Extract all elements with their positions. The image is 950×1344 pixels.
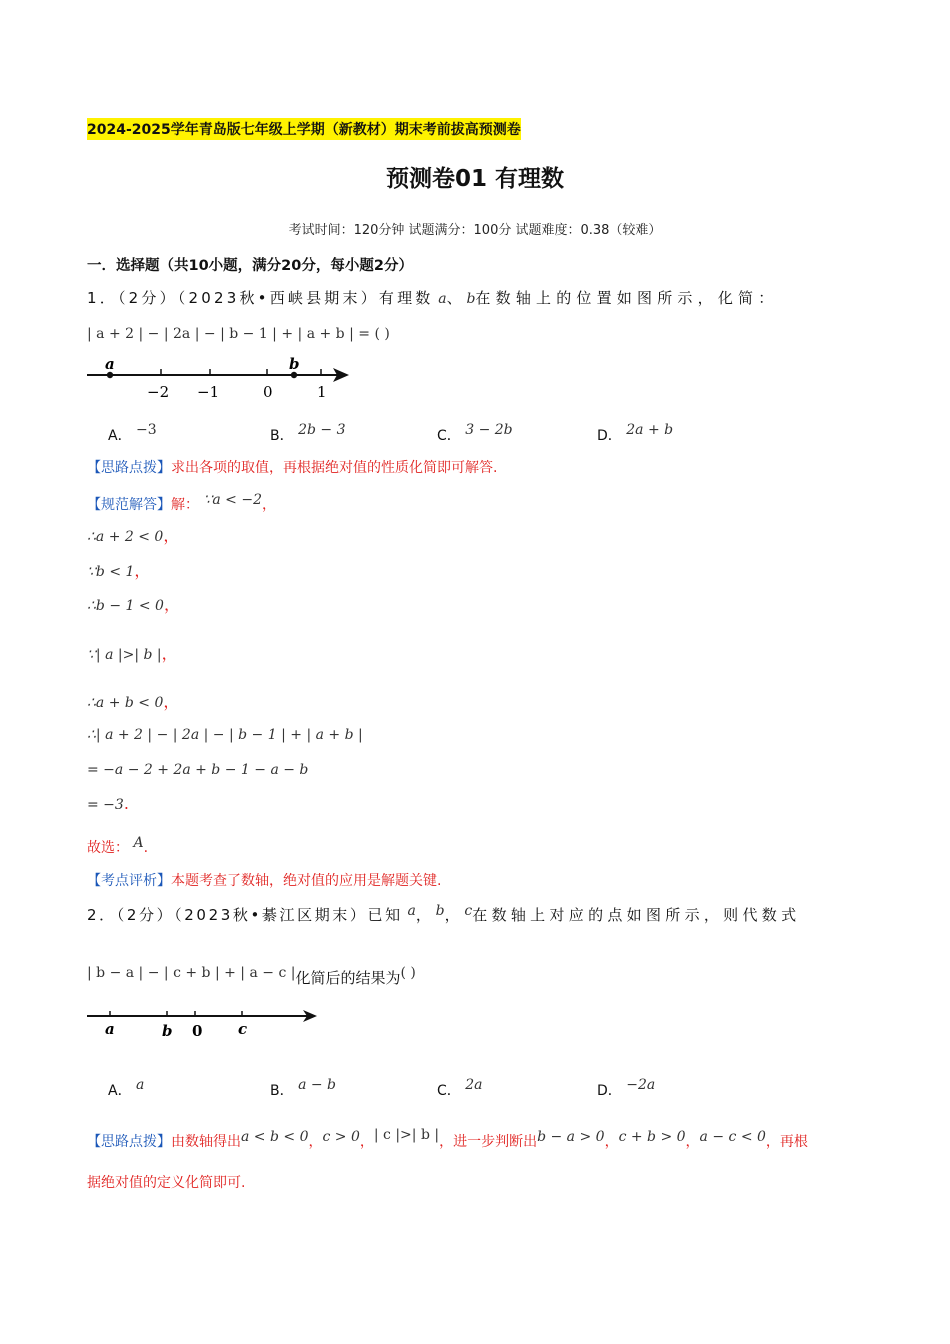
sep: ，: [685, 1134, 700, 1150]
solution-step-row: [87, 689, 179, 712]
q1-option-a[interactable]: [108, 422, 157, 445]
q2-option-d[interactable]: [597, 1077, 655, 1100]
solution-step: = −3: [87, 797, 124, 813]
var-b: b: [435, 903, 445, 919]
question-1-text-2: 在数轴上的位置如图所示，化简：: [475, 289, 779, 307]
sep: ，: [604, 1134, 619, 1150]
hint-text: ，进一步判断出: [439, 1134, 538, 1150]
hint-text: 由数轴得出: [171, 1134, 241, 1150]
hint-text: ，再根: [765, 1134, 808, 1150]
option-label: D．: [597, 428, 622, 444]
option-value: −2a: [626, 1077, 656, 1093]
q1-answer: [87, 835, 148, 857]
hint-math: | c |>| b |: [373, 1127, 440, 1143]
label-a: a: [105, 1020, 115, 1038]
q2-option-b[interactable]: [270, 1077, 336, 1100]
step-punct: ，: [163, 595, 180, 614]
expression-tail: 化简后的结果为: [295, 969, 401, 987]
q2-hint-continued: 据绝对值的定义化简即可.: [87, 1175, 246, 1191]
option-label: A．: [108, 428, 132, 444]
label-a: a: [105, 355, 115, 373]
question-2-expression: [87, 965, 416, 988]
sep: ，: [359, 1134, 374, 1150]
var-a: a: [438, 291, 447, 307]
question-2-stem: [87, 903, 800, 925]
review-text: 本题考查了数轴，绝对值的应用是解题关键.: [171, 873, 442, 889]
question-1-expression: | a + 2 | − | 2a | − | b − 1 | + | a + b | = ( ): [87, 326, 390, 342]
step-punct: ，: [161, 644, 178, 663]
sep: ，: [415, 906, 431, 924]
solution-step-row: [87, 724, 363, 743]
hint-math: c + b > 0: [618, 1129, 686, 1145]
solution-step-row: [87, 794, 129, 813]
tick-label-1: 1: [317, 383, 327, 401]
var-b: b: [466, 291, 476, 307]
option-value: 2b − 3: [298, 422, 346, 438]
step-punct: ，: [261, 497, 276, 513]
section-heading: 一．选择题（共10小题，满分20分，每小题2分）: [87, 258, 413, 274]
answer-end: .: [143, 840, 149, 856]
option-value: 2a + b: [626, 422, 674, 438]
exam-info: 考试时间：120分钟 试题满分：100分 试题难度：0.38（较难）: [288, 223, 662, 238]
sep: ，: [444, 906, 460, 924]
answer-paren: ( ): [400, 965, 416, 981]
label-zero: 0: [192, 1022, 203, 1039]
solution-intro: 解：: [171, 497, 199, 513]
question-2-text-2: 在数轴上对应的点如图所示，则代数式: [472, 906, 801, 924]
number-line-2: [85, 1003, 325, 1039]
hint-math: a < b < 0: [241, 1129, 309, 1145]
option-value: a: [136, 1077, 145, 1093]
label-b: b: [289, 355, 300, 373]
solution-step: ∴a + 2 < 0: [87, 529, 164, 545]
solution-tag: 【规范解答】: [87, 497, 171, 513]
review-tag: 【考点评析】: [87, 873, 171, 889]
sep: ，: [308, 1134, 323, 1150]
tick-label-minus-2: −2: [147, 383, 170, 401]
tick-label-0: 0: [263, 383, 273, 401]
option-label: B．: [270, 428, 294, 444]
solution-step-row: [87, 641, 178, 664]
highlighted-exam-title: 2024-2025学年青岛版七年级上学期（新教材）期末考前拔高预测卷: [87, 118, 521, 140]
var-c: c: [464, 903, 473, 919]
solution-step: ∴a + b < 0: [87, 695, 164, 711]
q1-option-c[interactable]: [437, 422, 513, 445]
solution-step: ∵| a |>| b |: [87, 647, 162, 663]
label-c: c: [238, 1020, 248, 1038]
option-value: a − b: [298, 1077, 337, 1093]
q1-option-b[interactable]: [270, 422, 345, 445]
tick-label-minus-1: −1: [197, 383, 220, 401]
option-value: 2a: [465, 1077, 483, 1093]
q2-hint: [87, 1127, 808, 1151]
question-2-text: 2．（2分）（2023秋•綦江区期末）已知: [87, 906, 403, 924]
number-line-1: [85, 352, 355, 402]
page-title: 预测卷01 有理数: [385, 166, 564, 192]
answer-value: A: [133, 835, 144, 851]
option-value: 3 − 2b: [465, 422, 513, 438]
option-label: D．: [597, 1083, 622, 1099]
solution-step-row: [87, 558, 150, 581]
hint-text: 求出各项的取值，再根据绝对值的性质化简即可解答.: [171, 460, 498, 476]
hint-math: c > 0: [322, 1129, 360, 1145]
sep: 、: [446, 289, 462, 307]
answer-label: 故选：: [87, 840, 129, 856]
hint-tag: 【思路点拨】: [87, 460, 171, 476]
hint-math: b − a > 0: [537, 1129, 605, 1145]
hint-math: a − c < 0: [699, 1129, 766, 1145]
solution-step-row: [87, 592, 180, 615]
solution-step: ∵b < 1: [87, 564, 135, 580]
q1-hint: [87, 457, 497, 477]
q1-solution-intro: [87, 492, 276, 514]
label-b: b: [162, 1022, 173, 1039]
step-punct: ，: [163, 692, 180, 711]
question-1-text: 1．（2分）（2023秋•西峡县期末）有理数: [87, 289, 434, 307]
solution-step: = −a − 2 + 2a + b − 1 − a − b: [87, 762, 309, 778]
question-1-stem: [87, 287, 863, 308]
solution-step: ∵a < −2: [203, 492, 262, 508]
hint-tag: 【思路点拨】: [87, 1134, 171, 1150]
option-label: C．: [437, 428, 461, 444]
q1-option-d[interactable]: [597, 422, 673, 445]
option-label: B．: [270, 1083, 294, 1099]
option-label: A．: [108, 1083, 132, 1099]
var-a: a: [407, 903, 416, 919]
step-punct: ，: [134, 561, 151, 580]
q2-option-c[interactable]: [437, 1077, 483, 1100]
option-value: −3: [136, 422, 157, 438]
solution-step-row: [87, 523, 179, 546]
q2-option-a[interactable]: [108, 1077, 144, 1100]
step-punct: ，: [163, 526, 180, 545]
solution-step: ∴| a + 2 | − | 2a | − | b − 1 | + | a + b |: [87, 727, 363, 743]
solution-step: ∴b − 1 < 0: [87, 598, 164, 614]
q1-review: [87, 870, 441, 890]
expression: | b − a | − | c + b | + | a − c |: [87, 965, 296, 981]
solution-step-row: [87, 759, 308, 778]
option-label: C．: [437, 1083, 461, 1099]
step-punct: .: [123, 794, 129, 813]
